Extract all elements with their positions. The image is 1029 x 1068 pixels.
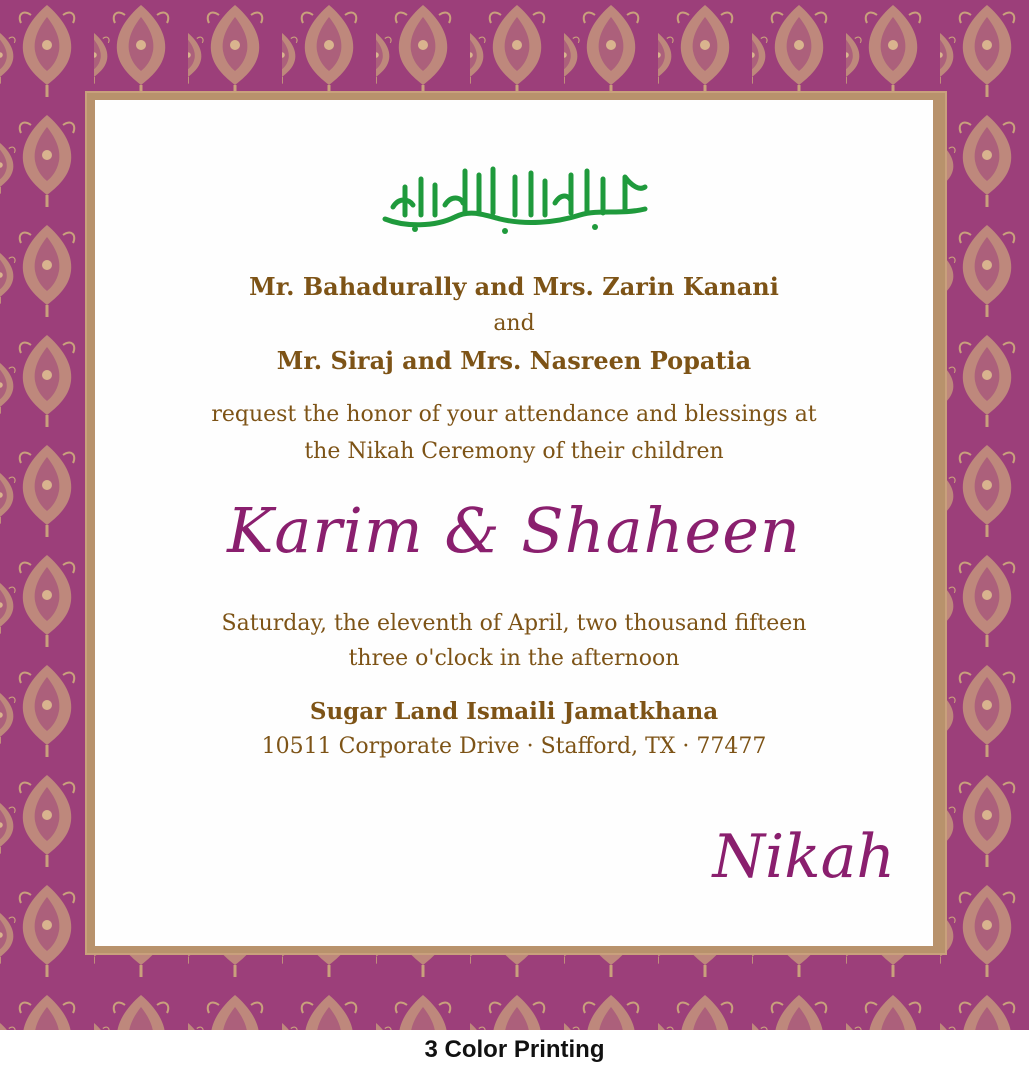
date-line: Saturday, the eleventh of April, two thousand fifteen xyxy=(221,611,807,636)
request-line-1: request the honor of your attendance and blessings at xyxy=(211,402,817,427)
venue-name: Sugar Land Ismaili Jamatkhana xyxy=(309,698,719,725)
host-conjunction: and xyxy=(493,311,535,336)
request-line-2: the Nikah Ceremony of their children xyxy=(304,439,724,464)
time-line: three o'clock in the afternoon xyxy=(348,646,680,671)
invitation-panel xyxy=(95,100,933,946)
host-line-2: Mr. Siraj and Mrs. Nasreen Popatia xyxy=(276,346,752,375)
host-line-1: Mr. Bahadurally and Mrs. Zarin Kanani xyxy=(249,272,779,301)
print-caption: 3 Color Printing xyxy=(424,1036,605,1063)
venue-address: 10511 Corporate Drive · Stafford, TX · 77477 xyxy=(261,734,767,759)
nikah-corner-title: Nikah xyxy=(712,822,895,892)
bismillah-calligraphy-icon xyxy=(375,157,655,237)
couple-names: Karim & Shaheen xyxy=(227,494,801,567)
